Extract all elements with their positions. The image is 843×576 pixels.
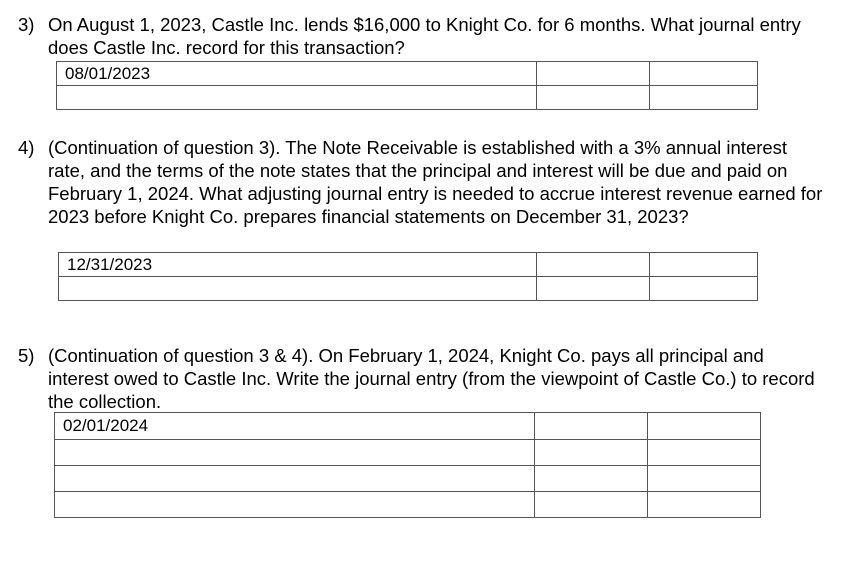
credit-cell[interactable]: [650, 86, 758, 110]
question-number: 5): [18, 345, 35, 366]
question-4: [18, 136, 828, 228]
credit-cell[interactable]: [648, 413, 761, 440]
table-row: [57, 62, 758, 86]
journal-entry-table-q5: [54, 412, 761, 518]
table-row: [55, 492, 761, 518]
journal-entry-table-q3: [56, 61, 758, 110]
debit-cell[interactable]: [537, 277, 650, 301]
debit-cell[interactable]: [537, 62, 650, 86]
debit-cell[interactable]: [535, 466, 648, 492]
table-row: [59, 277, 758, 301]
credit-cell[interactable]: [650, 62, 758, 86]
question-5: [18, 344, 828, 413]
credit-cell[interactable]: [650, 253, 758, 277]
table-row: [59, 253, 758, 277]
date-cell[interactable]: 02/01/2024: [55, 413, 535, 440]
question-text: On August 1, 2023, Castle Inc. lends $16,000 to Knight Co. for 6 months. What journal entry does Castle Inc. record for this transaction?: [48, 14, 801, 58]
question-text: (Continuation of question 3 & 4). On February 1, 2024, Knight Co. pays all principal and interest owed to Castle Inc. Write the journal entry (from the viewpoint of Castle Co.) to record the collection.: [48, 345, 815, 412]
table-row: [55, 413, 761, 440]
date-cell[interactable]: 08/01/2023: [57, 62, 537, 86]
credit-cell[interactable]: [650, 277, 758, 301]
debit-cell[interactable]: [537, 253, 650, 277]
account-cell[interactable]: [57, 86, 537, 110]
account-cell[interactable]: [59, 277, 537, 301]
credit-cell[interactable]: [648, 492, 761, 518]
journal-entry-table-q4: [58, 252, 758, 301]
credit-cell[interactable]: [648, 466, 761, 492]
table-row: [55, 440, 761, 466]
table-row: [57, 86, 758, 110]
debit-cell[interactable]: [535, 492, 648, 518]
table-row: [55, 466, 761, 492]
date-cell[interactable]: 12/31/2023: [59, 253, 537, 277]
question-number: 4): [18, 137, 35, 158]
account-cell[interactable]: [55, 492, 535, 518]
account-cell[interactable]: [55, 466, 535, 492]
question-3: [18, 13, 828, 59]
debit-cell[interactable]: [535, 440, 648, 466]
debit-cell[interactable]: [535, 413, 648, 440]
question-number: 3): [18, 14, 35, 35]
question-text: (Continuation of question 3). The Note Receivable is established with a 3% annual interest rate, and the terms of the note states that the principal and interest will be due and paid on February 1, 2024. What adjusting journal entry is needed to accrue interest revenue earned for 2023 before Knight Co. prepares financial statements on December 31, 2023?: [48, 137, 823, 227]
credit-cell[interactable]: [648, 440, 761, 466]
account-cell[interactable]: [55, 440, 535, 466]
debit-cell[interactable]: [537, 86, 650, 110]
